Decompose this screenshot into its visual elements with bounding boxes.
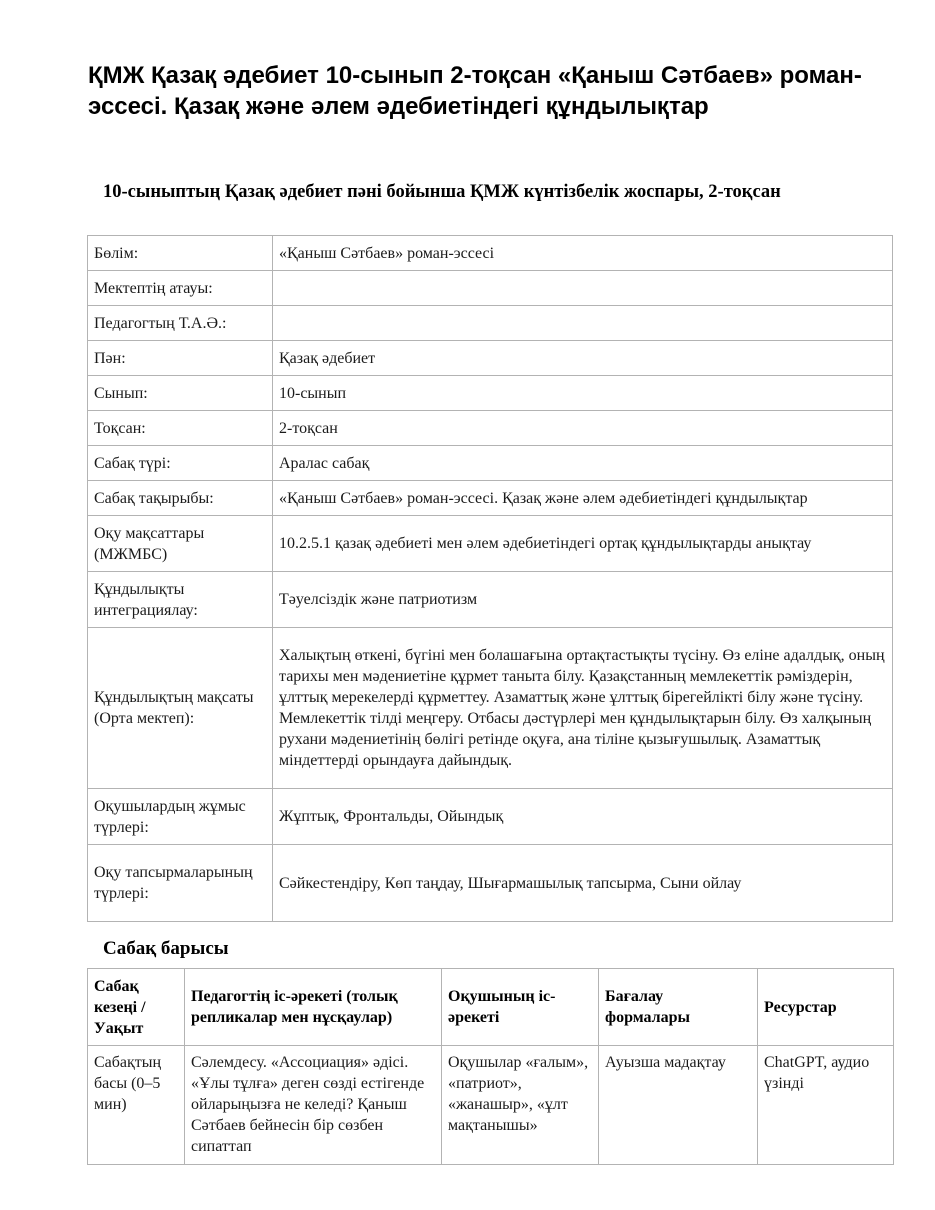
- table-row: [88, 376, 893, 411]
- column-header-stage: Сабақ кезеңі / Уақыт: [88, 969, 185, 1046]
- column-header-resources: Ресурстар: [758, 969, 894, 1046]
- table-row: [88, 236, 893, 271]
- row-value: Сәйкестендіру, Көп таңдау, Шығармашылық тапсырма, Сыни ойлау: [273, 845, 893, 922]
- row-label: Педагогтың Т.А.Ә.:: [88, 306, 273, 341]
- table-row: [88, 516, 893, 572]
- row-label: Сабақ түрі:: [88, 446, 273, 481]
- lesson-process-table: [87, 968, 894, 1165]
- cell-assessment: Ауызша мадақтау: [599, 1046, 758, 1165]
- row-label: Оқу мақсаттары (МЖМБС): [88, 516, 273, 572]
- table-row: [88, 628, 893, 789]
- table-row: [88, 572, 893, 628]
- row-label: Оқушылардың жұмыс түрлері:: [88, 789, 273, 845]
- cell-teacher-activity: Сәлемдесу. «Ассоциация» әдісі. «Ұлы тұлға» деген сөзді естігенде ойларыңызға не келеді? Қаныш Сәтбаев бейнесін бір сөзбен сипаттап: [185, 1046, 442, 1165]
- row-value: Тәуелсіздік және патриотизм: [273, 572, 893, 628]
- row-value: Жұптық, Фронтальды, Ойындық: [273, 789, 893, 845]
- table-row: [88, 411, 893, 446]
- lesson-process-heading: Сабақ барысы: [103, 938, 229, 959]
- row-value: Қазақ әдебиет: [273, 341, 893, 376]
- table-header-row: [88, 969, 894, 1046]
- table-row: [88, 306, 893, 341]
- column-header-assessment: Бағалау формалары: [599, 969, 758, 1046]
- row-value: 10.2.5.1 қазақ әдебиеті мен әлем әдебиетіндегі ортақ құндылықтарды анықтау: [273, 516, 893, 572]
- document-title: ҚМЖ Қазақ әдебиет 10-сынып 2-тоқсан «Қаныш Сәтбаев» роман-эссесі. Қазақ және әлем әдебиетіндегі құндылықтар: [88, 62, 862, 120]
- table-row: [88, 481, 893, 516]
- row-label: Оқу тапсырмаларының түрлері:: [88, 845, 273, 922]
- table-row: [88, 1046, 894, 1165]
- column-header-teacher-activity: Педагогтің іс-әрекеті (толық репликалар мен нұсқаулар): [185, 969, 442, 1046]
- plan-heading: 10-сыныптың Қазақ әдебиет пәні бойынша ҚМЖ күнтізбелік жоспары, 2-тоқсан: [103, 182, 781, 202]
- row-value: 2-тоқсан: [273, 411, 893, 446]
- row-value: «Қаныш Сәтбаев» роман-эссесі. Қазақ және әлем әдебиетіндегі құндылықтар: [273, 481, 893, 516]
- row-label: Сынып:: [88, 376, 273, 411]
- row-value: [273, 306, 893, 341]
- cell-resources: ChatGPT, аудио үзінді: [758, 1046, 894, 1165]
- row-label: Тоқсан:: [88, 411, 273, 446]
- row-value: [273, 271, 893, 306]
- column-header-student-activity: Оқушының іс-әрекеті: [442, 969, 599, 1046]
- table-row: [88, 845, 893, 922]
- row-label: Сабақ тақырыбы:: [88, 481, 273, 516]
- row-value: «Қаныш Сәтбаев» роман-эссесі: [273, 236, 893, 271]
- row-label: Құндылықты интеграциялау:: [88, 572, 273, 628]
- table-row: [88, 789, 893, 845]
- cell-stage: Сабақтың басы (0–5 мин): [88, 1046, 185, 1165]
- table-row: [88, 341, 893, 376]
- row-value: Халықтың өткені, бүгіні мен болашағына ортақтастықты түсіну. Өз еліне адалдық, оның тарихы мен мәдениетіне құрмет таныта білу. Қазақстанның мемлекеттік рәміздерін, ұлттық мерекелерді құрметтеу. Азаматтық және ұлттық бірегейлікті білу және түсіну. Мемлекеттік тілді меңгеру. Отбасы дәстүрлері мен құндылықтарын білу. Өз халқының рухани мәдениетінің бөлігі ретінде оқуға, ана тіліне қызығушылық. Азаматтық міндеттерді орындауға дайындық.: [273, 628, 893, 789]
- row-label: Пән:: [88, 341, 273, 376]
- row-label: Құндылықтың мақсаты (Орта мектеп):: [88, 628, 273, 789]
- row-value: Аралас сабақ: [273, 446, 893, 481]
- table-row: [88, 446, 893, 481]
- lesson-info-table: [87, 235, 893, 922]
- row-label: Бөлім:: [88, 236, 273, 271]
- table-row: [88, 271, 893, 306]
- cell-student-activity: Оқушылар «ғалым», «патриот», «жанашыр», «ұлт мақтанышы»: [442, 1046, 599, 1165]
- row-value: 10-сынып: [273, 376, 893, 411]
- row-label: Мектептің атауы:: [88, 271, 273, 306]
